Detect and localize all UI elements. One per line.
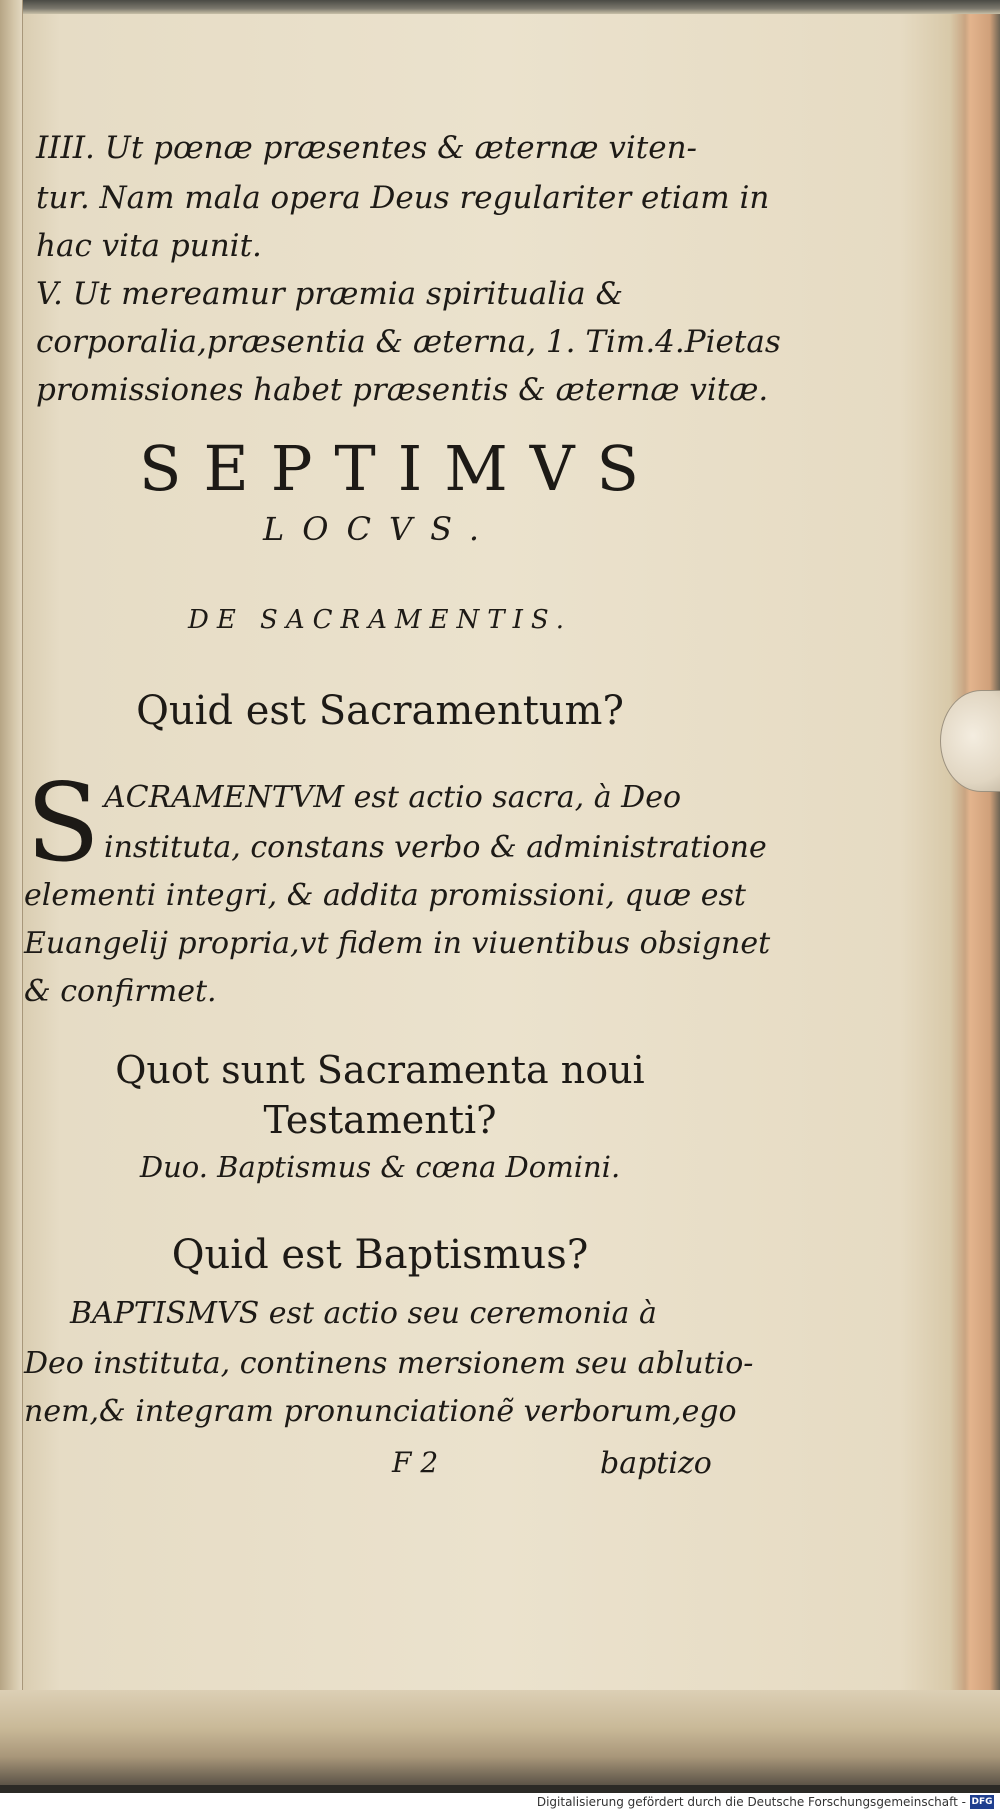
- chapter-subtitle: LOCVS.: [262, 510, 498, 548]
- question-heading: Testamenti?: [263, 1098, 497, 1142]
- book-top-edge: [0, 0, 1000, 14]
- catchword: baptizo: [600, 1446, 712, 1481]
- text-line: BAPTISMVS est actio seu ceremonia à: [70, 1296, 657, 1331]
- chapter-title: SEPTIMVS: [138, 432, 662, 505]
- question-heading: Quid est Baptismus?: [171, 1232, 589, 1278]
- text-line: & confirmet.: [24, 974, 217, 1009]
- text-line: V. Ut mereamur præmia spiritualia &: [36, 276, 624, 312]
- book-binding: [0, 0, 23, 1700]
- footer-credit: Digitalisierung gefördert durch die Deutsche Forschungsgemeinschaft -: [536, 1795, 966, 1809]
- text-line: Deo instituta, continens mersionem seu ablutio-: [24, 1346, 754, 1381]
- question-heading: Quot sunt Sacramenta noui: [115, 1048, 645, 1092]
- question-heading: Quid est Sacramentum?: [136, 688, 624, 734]
- drop-cap: S: [26, 761, 100, 886]
- section-heading: DE SACRAMENTIS.: [187, 605, 573, 635]
- text-line: tur. Nam mala opera Deus regulariter etiam in: [36, 180, 770, 216]
- text-line: instituta, constans verbo & administratione: [104, 830, 767, 865]
- text-line: corporalia,præsentia & æterna, 1. Tim.4.Pietas: [36, 324, 781, 360]
- signature-mark: F 2: [392, 1446, 439, 1479]
- text-line: ACRAMENTVM est actio sacra, à Deo: [104, 780, 682, 815]
- text-line: Euangelij propria,vt fidem in viuentibus obsignet: [24, 926, 771, 961]
- dfg-logo: DFG: [971, 1797, 993, 1807]
- book-bottom-edge: [0, 1690, 1000, 1785]
- text-line: nem,& integram pronunciationẽ verborum,ego: [24, 1394, 737, 1429]
- text-line: IIII. Ut pœnæ præsentes & æternæ viten-: [36, 130, 698, 166]
- text-line: hac vita punit.: [36, 228, 262, 264]
- text-line: promissiones habet præsentis & æternæ vitæ.: [36, 372, 769, 408]
- text-line: elementi integri, & addita promissioni, quæ est: [24, 878, 746, 913]
- answer-line: Duo. Baptismus & cœna Domini.: [139, 1150, 621, 1184]
